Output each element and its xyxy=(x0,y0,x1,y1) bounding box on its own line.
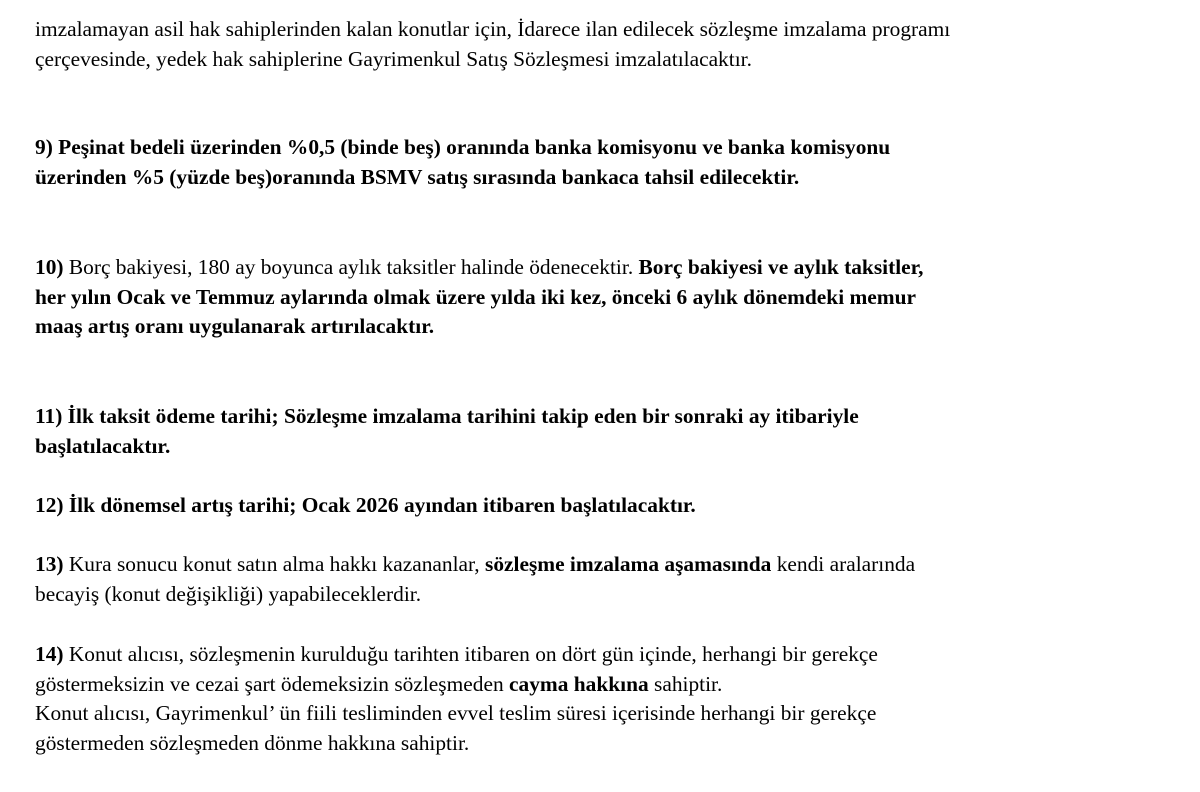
item-10-line-2 xyxy=(35,283,1175,313)
item-14-line-3: Konut alıcısı, Gayrimenkul’ ün fiili tesliminden evvel teslim süresi içerisinde herhangi bir gerekçe xyxy=(35,701,877,725)
item-10-line-2-text: her yılın Ocak ve Temmuz aylarında olmak üzere yılda iki kez, önceki 6 aylık dönemdeki memur xyxy=(35,284,917,309)
item-12-line-1-text: 12) İlk dönemsel artış tarihi; Ocak 2026 ayından itibaren başlatılacaktır. xyxy=(35,493,696,517)
item-9-paragraph xyxy=(35,133,1175,192)
item-9-line-2-text: üzerinden %5 (yüzde beş)oranında BSMV satış sırasında bankaca tahsil edilecektir. xyxy=(35,164,800,189)
item-9-line-1-text: 9) Peşinat bedeli üzerinden %0,5 (binde beş) oranında banka komisyonu ve banka komisyonu xyxy=(35,135,891,159)
item-13-number: 13) xyxy=(35,552,64,576)
item-10-line-1-bold: Borç bakiyesi ve aylık taksitler, xyxy=(638,255,924,279)
item-11-line-2-text: başlatılacaktır. xyxy=(35,433,171,458)
item-14-number: 14) xyxy=(35,642,64,666)
item-13-paragraph xyxy=(35,550,1175,609)
item-14-line-2-tail: sahiptir. xyxy=(648,671,723,696)
item-10-paragraph xyxy=(35,253,1175,342)
item-13-line-1-tail: kendi aralarında xyxy=(771,552,916,576)
item-13-line-1-normal: Kura sonucu konut satın alma hakkı kazananlar, xyxy=(63,552,485,576)
item-9-line-1 xyxy=(35,133,1175,163)
item-14-line-2-normal: göstermeksizin ve cezai şart ödemeksizin sözleşmeden xyxy=(35,671,509,696)
item-11-paragraph xyxy=(35,402,1175,461)
item-10-line-1-normal: Borç bakiyesi, 180 ay boyunca aylık taksitler halinde ödenecektir. xyxy=(63,255,639,279)
item-10-line-3-text: maaş artış oranı uygulanarak artırılacaktır. xyxy=(35,314,435,338)
item-10-number: 10) xyxy=(35,255,64,279)
item-14-paragraph xyxy=(35,640,1175,758)
item-10-line-3 xyxy=(35,312,1175,342)
intro-paragraph xyxy=(35,15,1175,74)
item-10-line-1 xyxy=(35,253,1175,283)
item-14-line-1-normal: Konut alıcısı, sözleşmenin kurulduğu tarihten itibaren on dört gün içinde, herhangi bir gerekçe xyxy=(63,642,878,666)
item-14-line-4: göstermeden sözleşmeden dönme hakkına sahiptir. xyxy=(35,730,470,755)
item-11-line-2 xyxy=(35,432,1175,462)
item-12-line-1 xyxy=(35,491,1175,521)
item-14-line-2-bold: cayma hakkına xyxy=(509,671,649,696)
item-9-line-2 xyxy=(35,163,1175,193)
item-13-line-2: becayiş (konut değişikliği) yapabileceklerdir. xyxy=(35,581,422,606)
item-11-line-1-text: 11) İlk taksit ödeme tarihi; Sözleşme imzalama tarihini takip eden bir sonraki ay itibariyle xyxy=(35,404,859,428)
intro-line-1: imzalamayan asil hak sahiplerinden kalan konutlar için, İdarece ilan edilecek sözleşme imzalama programı xyxy=(35,17,951,41)
item-14-line-1 xyxy=(35,640,1175,670)
item-13-line-1 xyxy=(35,550,1175,580)
item-13-line-1-bold: sözleşme imzalama aşamasında xyxy=(485,552,772,576)
item-11-line-1 xyxy=(35,402,1175,432)
item-12-paragraph xyxy=(35,491,1175,521)
intro-line-2: çerçevesinde, yedek hak sahiplerine Gayrimenkul Satış Sözleşmesi imzalatılacaktır. xyxy=(35,46,752,71)
item-14-line-2 xyxy=(35,670,1175,700)
